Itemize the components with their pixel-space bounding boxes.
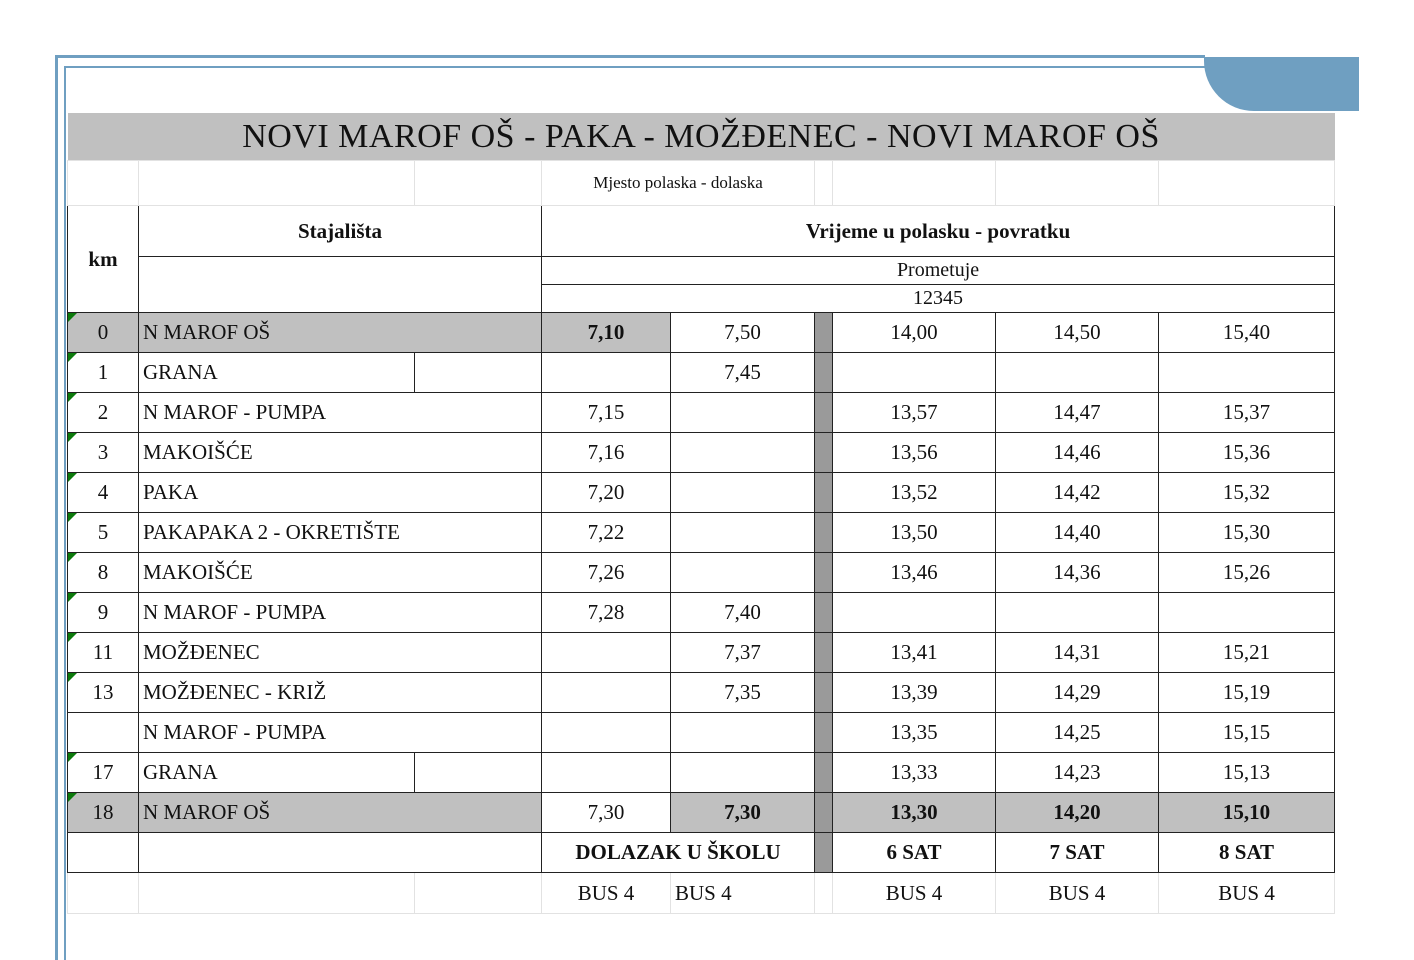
runs-label: Prometuje [542,257,1335,285]
time-cell [996,353,1159,393]
time-cell: 7,50 [671,313,815,353]
time-cell: 15,15 [1159,713,1335,753]
time-cell: 13,30 [833,793,996,833]
km-cell: 3 [68,433,139,473]
stop-name: MOŽĐENEC - KRIŽ [139,673,542,713]
time-cell: 15,26 [1159,553,1335,593]
frame-border-top [55,55,1205,58]
table-row [68,753,1335,793]
subtitle: Mjesto polaska - dolaska [542,161,815,206]
separator-column [815,793,833,833]
marker-icon [68,473,77,482]
table-row [68,593,1335,633]
time-cell [671,753,815,793]
bus-label: BUS 4 [671,873,815,914]
time-cell: 14,40 [996,513,1159,553]
time-cell: 7,30 [671,793,815,833]
marker-icon [68,553,77,562]
time-cell: 7,10 [542,313,671,353]
km-header: km [68,206,139,313]
time-cell: 7,15 [542,393,671,433]
time-cell: 15,10 [1159,793,1335,833]
stop-name: GRANA [139,753,415,793]
time-cell [671,513,815,553]
time-cell: 7,35 [671,673,815,713]
time-cell: 13,41 [833,633,996,673]
empty-cell [139,161,415,206]
time-cell: 7,40 [671,593,815,633]
marker-icon [68,313,77,322]
frame-inner-border-top [64,66,1214,68]
time-cell: 14,23 [996,753,1159,793]
empty-cell [415,353,542,393]
separator-column [815,353,833,393]
time-cell [542,633,671,673]
time-cell: 7,20 [542,473,671,513]
bus-label: BUS 4 [542,873,671,914]
stop-name: PAKA [139,473,542,513]
separator-column [815,633,833,673]
empty-cell [833,161,996,206]
time-cell [671,553,815,593]
table-row [68,513,1335,553]
km-cell [68,713,139,753]
table-row [68,433,1335,473]
empty-cell [139,873,415,914]
bus-label: BUS 4 [996,873,1159,914]
time-cell: 13,46 [833,553,996,593]
time-cell: 14,25 [996,713,1159,753]
marker-icon [68,353,77,362]
empty-cell [68,161,139,206]
marker-icon [68,753,77,762]
period-label: 7 SAT [996,833,1159,873]
time-cell [542,753,671,793]
time-header: Vrijeme u polasku - povratku [542,206,1335,257]
time-cell: 7,37 [671,633,815,673]
table-row [68,313,1335,353]
time-cell: 13,52 [833,473,996,513]
time-cell: 15,19 [1159,673,1335,713]
empty-cell [68,833,139,873]
frame-inner-border-left [64,66,66,960]
separator-column [815,673,833,713]
time-cell: 7,26 [542,553,671,593]
km-cell: 2 [68,393,139,433]
stops-header-blank [139,257,542,313]
table-row [68,553,1335,593]
corner-tab [1204,57,1359,111]
time-cell [542,353,671,393]
bus-label: BUS 4 [1159,873,1335,914]
separator-column [815,393,833,433]
time-cell [996,593,1159,633]
time-cell: 13,57 [833,393,996,433]
stop-name: GRANA [139,353,415,393]
stop-name: N MAROF OŠ [139,313,542,353]
time-cell [671,433,815,473]
separator-column [815,553,833,593]
time-cell: 13,35 [833,713,996,753]
time-cell: 7,28 [542,593,671,633]
table-row [68,633,1335,673]
separator-column [815,593,833,633]
time-cell: 14,42 [996,473,1159,513]
empty-cell [415,161,542,206]
marker-icon [68,673,77,682]
time-cell: 14,31 [996,633,1159,673]
time-cell [542,713,671,753]
time-cell: 13,39 [833,673,996,713]
km-cell: 9 [68,593,139,633]
time-cell: 13,56 [833,433,996,473]
time-cell: 14,29 [996,673,1159,713]
time-cell [671,713,815,753]
time-cell: 7,22 [542,513,671,553]
time-cell [1159,353,1335,393]
time-cell [671,393,815,433]
stop-name: MOŽĐENEC [139,633,542,673]
time-cell: 15,40 [1159,313,1335,353]
days-label: 12345 [542,285,1335,313]
marker-icon [68,793,77,802]
table-row [68,713,1335,753]
separator-column [815,713,833,753]
marker-icon [68,433,77,442]
table-row [68,393,1335,433]
time-cell: 7,45 [671,353,815,393]
time-cell: 14,47 [996,393,1159,433]
time-cell [671,473,815,513]
separator-column [815,753,833,793]
time-cell: 13,33 [833,753,996,793]
km-cell: 18 [68,793,139,833]
time-cell: 14,00 [833,313,996,353]
period-label: 6 SAT [833,833,996,873]
km-cell: 0 [68,313,139,353]
stop-name: N MAROF - PUMPA [139,713,542,753]
empty-cell [68,873,139,914]
timetable [67,113,1335,914]
table-row [68,673,1335,713]
time-cell: 7,30 [542,793,671,833]
time-cell: 15,13 [1159,753,1335,793]
bus-label: BUS 4 [833,873,996,914]
empty-cell [139,833,542,873]
stop-name: N MAROF - PUMPA [139,393,542,433]
separator-column [815,473,833,513]
stop-name: MAKOIŠĆE [139,433,542,473]
empty-cell [815,161,833,206]
km-cell: 11 [68,633,139,673]
km-cell: 1 [68,353,139,393]
period-label: 8 SAT [1159,833,1335,873]
time-cell [833,593,996,633]
stop-name: N MAROF OŠ [139,793,542,833]
empty-cell [415,873,542,914]
time-cell: 15,32 [1159,473,1335,513]
stop-name: MAKOIŠĆE [139,553,542,593]
frame-border-left [55,55,58,960]
time-cell [833,353,996,393]
table-row [68,473,1335,513]
marker-icon [68,633,77,642]
empty-cell [415,753,542,793]
km-cell: 13 [68,673,139,713]
time-cell: 15,37 [1159,393,1335,433]
stops-header: Stajališta [139,206,542,257]
km-cell: 5 [68,513,139,553]
separator-column [815,313,833,353]
arrival-label: DOLAZAK U ŠKOLU [542,833,815,873]
separator-column [815,833,833,873]
time-cell: 14,20 [996,793,1159,833]
empty-cell [996,161,1159,206]
marker-icon [68,393,77,402]
time-cell: 14,50 [996,313,1159,353]
time-cell [542,673,671,713]
marker-icon [68,513,77,522]
empty-cell [815,873,833,914]
time-cell: 14,36 [996,553,1159,593]
separator-column [815,433,833,473]
time-cell: 15,36 [1159,433,1335,473]
separator-column [815,513,833,553]
stop-name: N MAROF - PUMPA [139,593,542,633]
time-cell: 15,30 [1159,513,1335,553]
time-cell: 14,46 [996,433,1159,473]
time-cell [1159,593,1335,633]
km-cell: 4 [68,473,139,513]
time-cell: 7,16 [542,433,671,473]
marker-icon [68,593,77,602]
time-cell: 13,50 [833,513,996,553]
stop-name: PAKAPAKA 2 - OKRETIŠTE [139,513,542,553]
table-row [68,793,1335,833]
time-cell: 15,21 [1159,633,1335,673]
table-row [68,353,1335,393]
page-title: NOVI MAROF OŠ - PAKA - MOŽĐENEC - NOVI MAROF OŠ [68,113,1335,161]
km-cell: 8 [68,553,139,593]
empty-cell [1159,161,1335,206]
km-cell: 17 [68,753,139,793]
